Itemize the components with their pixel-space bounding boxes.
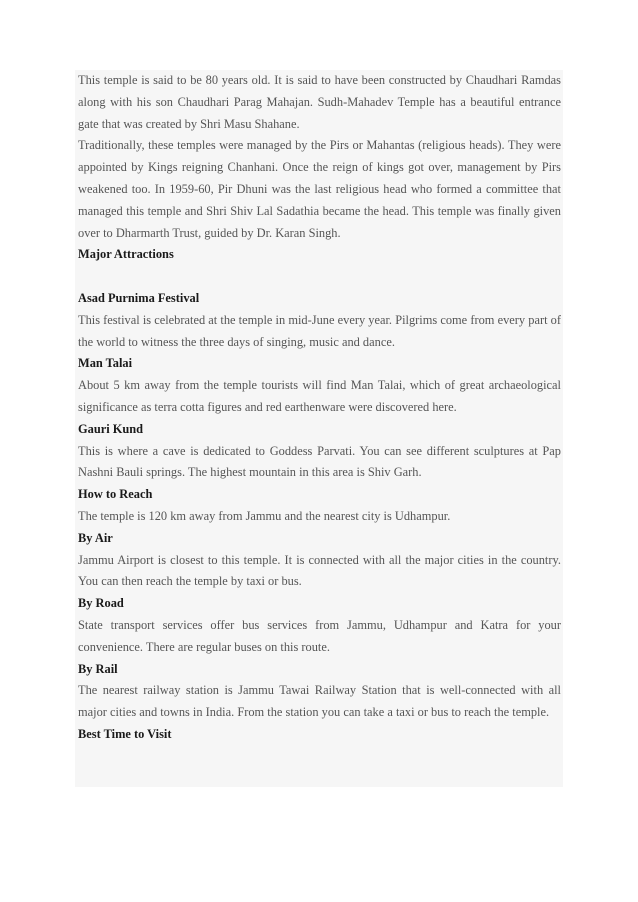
man-talai-heading: Man Talai xyxy=(78,356,133,371)
by-road-paragraph: State transport services offer bus services from Jammu, Udhampur and Katra for your convenience. There are regular buses on this route. xyxy=(78,617,561,654)
festival-heading: Asad Purnima Festival xyxy=(78,290,200,305)
intro-paragraph-2: Traditionally, these temples were managed by the Pirs or Mahantas (religious heads). They were appointed by Kings reigning Chanhani. Once the reign of kings got over, management by Pirs weakened too. In 1959-60, Pir Dhuni was the last religious head who formed a committee that managed this temple and Shri Shiv Lal Sadathia became the head. This temple was finally given over to Dharmarth Trust, guided by Dr. Karan Singh. xyxy=(78,138,561,240)
festival-paragraph: This festival is celebrated at the temple in mid-June every year. Pilgrims come from every part of the world to witness the three days of singing, music and dance. xyxy=(78,312,561,349)
by-rail-paragraph: The nearest railway station is Jammu Tawai Railway Station that is well-connected with all major cities and towns in India. From the station you can take a taxi or bus to reach the temple. xyxy=(78,683,561,720)
gauri-kund-heading: Gauri Kund xyxy=(78,421,144,436)
man-talai-paragraph: About 5 km away from the temple tourists will find Man Talai, which of great archaeological significance as terra cotta figures and red earthenware were discovered here. xyxy=(78,378,561,414)
by-air-paragraph: Jammu Airport is closest to this temple. It is connected with all the major cities in the country. You can then reach the temple by taxi or bus. xyxy=(78,552,561,589)
by-road-heading: By Road xyxy=(78,596,124,611)
document-content xyxy=(75,70,563,787)
intro-paragraph-1: This temple is said to be 80 years old. It is said to have been constructed by Chaudhari Ramdas along with his son Chaudhari Parag Mahajan. Sudh-Mahadev Temple has a beautiful entrance gate that was created by Shri Masu Shahane. xyxy=(78,73,561,131)
how-to-reach-heading: How to Reach xyxy=(78,487,153,502)
by-rail-heading: By Rail xyxy=(78,661,118,676)
gauri-kund-paragraph: This is where a cave is dedicated to Goddess Parvati. You can see different sculptures at Pap Nashni Bauli springs. The highest mountain in this area is Shiv Garh. xyxy=(78,443,561,480)
blank-line xyxy=(75,266,563,288)
by-air-heading: By Air xyxy=(78,530,113,545)
major-attractions-heading: Major Attractions xyxy=(78,247,174,262)
how-to-reach-paragraph: The temple is 120 km away from Jammu and the nearest city is Udhampur. xyxy=(78,508,451,523)
best-time-heading: Best Time to Visit xyxy=(78,726,172,741)
